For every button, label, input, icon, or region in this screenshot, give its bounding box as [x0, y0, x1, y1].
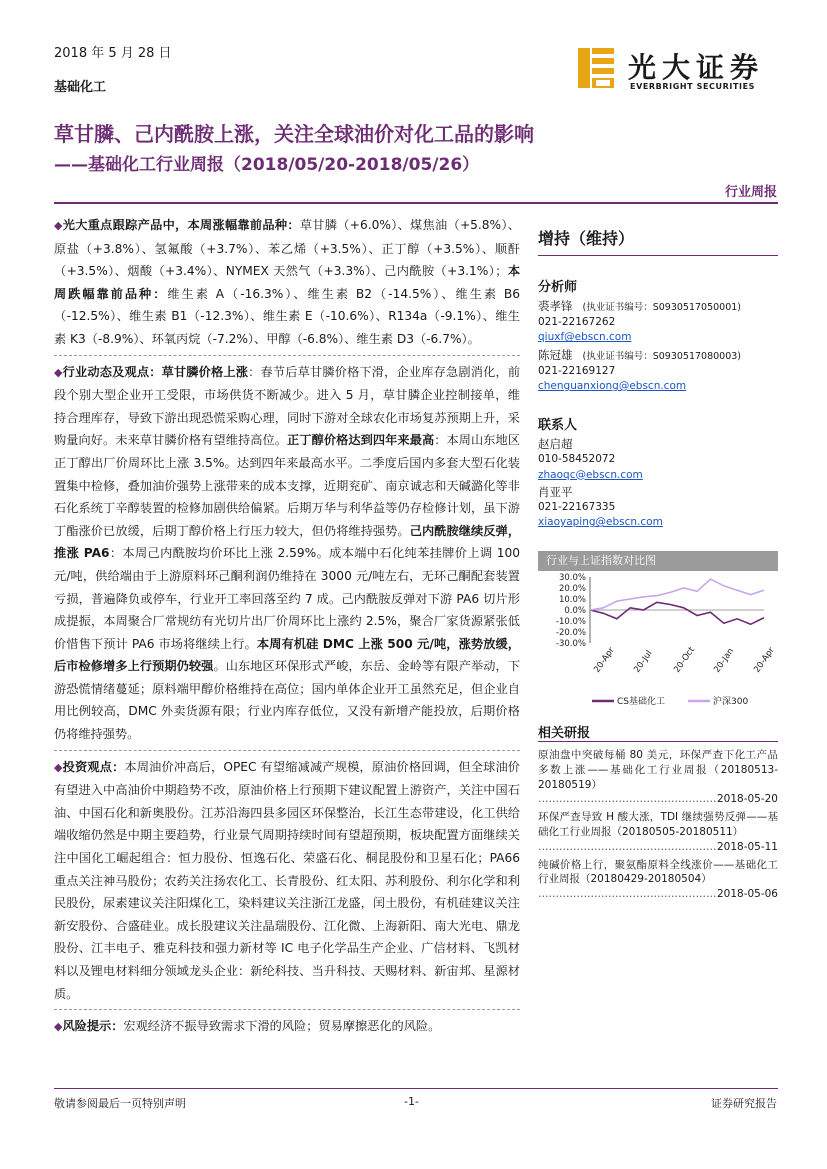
analyst-email-link[interactable]: qiuxf@ebscn.com: [538, 331, 632, 344]
diamond-bullet-icon: ◆: [54, 1020, 63, 1034]
paragraph-text: ：本周己内酰胺均价环比上涨 2.59%。成本端中石化纯苯挂牌价上调 100 元/吨，供给端由于上游原料环己酮利润仍维持在 3000 元/吨左右，无环己酮配套装置亏损，普遍降负或停车，行业开工率回落至约 7 成。己内酰胺反弹对下游 PA6 切片形成提振，本周聚合厂常规纺有光切片出厂价周环比上涨约 2.5%，聚合厂家货源紧张低价惜售下预计 PA6 市场将继续上行。: [54, 546, 520, 651]
leader-dots: ……………………………………………: [538, 793, 717, 806]
analyst-cert: (执业证书编号：S0930517050001): [582, 302, 742, 313]
contact-entry: [538, 485, 778, 531]
legend-label: 沪深300: [713, 697, 749, 707]
brand-logo: [576, 44, 776, 96]
related-report-item[interactable]: [538, 810, 778, 854]
analyst-phone: 021-22167262: [538, 316, 616, 329]
y-tick-label: 0.0%: [564, 606, 586, 616]
contact-email-link[interactable]: xiaoyaping@ebscn.com: [538, 516, 663, 529]
related-report-date: 2018-05-20: [716, 793, 778, 806]
contact-email-link[interactable]: zhaoqc@ebscn.com: [538, 468, 643, 481]
diamond-bullet-icon: ◆: [54, 219, 63, 232]
analyst-email-link[interactable]: chenguanxiong@ebscn.com: [538, 380, 687, 393]
related-divider: [538, 741, 778, 742]
report-type-label: 行业周报: [724, 185, 777, 200]
contact-phone: 021-22167335: [538, 501, 616, 514]
everbright-logo-icon: [576, 44, 618, 92]
footer-divider: [54, 1088, 778, 1089]
paragraph-lead: 本周有机硅 DMC 上涨 500 元/吨，涨势放缓，后市检修增多上行预期仍较强: [54, 636, 520, 674]
x-tick-label: 20-Apr: [592, 645, 617, 675]
index-comparison-chart: [538, 551, 778, 711]
paragraph-text: 维生素 A（-16.3%）、维生素 B2（-14.5%）、维生素 B6（-12.5%）、维生素 B1（-12.3%）、维生素 E（-10.6%）、R134a（-9.1%）、维生素 K3（-8.9%）、环氧丙烷（-7.2%）、甲醇（-6.8%）、维生素 D3（-6.7%）。: [54, 286, 521, 346]
header-divider: [54, 202, 778, 204]
risk-paragraph: [54, 1015, 520, 1039]
contact-name: 赵启超: [538, 437, 573, 452]
chart-title: 行业与上证指数对比图: [538, 551, 778, 571]
diamond-bullet-icon: ◆: [54, 760, 63, 774]
contact-heading: 联系人: [538, 418, 578, 434]
paragraph-lead: 本周跌幅靠前品种：: [54, 264, 520, 301]
y-tick-label: 10.0%: [558, 595, 586, 605]
y-tick-label: 30.0%: [558, 573, 586, 583]
analyst-phone: 021-22169127: [538, 364, 616, 377]
leader-dots: ……………………………………………: [538, 840, 717, 853]
related-research-heading: 相关研报: [538, 726, 591, 741]
industry-dynamics-paragraph: [54, 361, 520, 746]
related-report-title: 环保严查导致 H 酸大涨，TDI 继续强势反弹——基础化工行业周报（20180505-20180511）: [538, 811, 778, 838]
analyst-name: 裘孝锋: [538, 299, 573, 313]
analyst-entry: [538, 348, 778, 395]
key-products-paragraph: [54, 214, 520, 351]
related-research-list: [538, 748, 778, 905]
y-tick-label: -30.0%: [555, 639, 586, 649]
paragraph-lead: 正丁醇价格达到四年来最高: [287, 433, 435, 448]
report-title: 草甘膦、己内酰胺上涨，关注全球油价对化工品的影响: [54, 122, 534, 146]
x-tick-label: 20-Jan: [712, 646, 737, 675]
related-report-title: 纯碱价格上行，聚氨酯原料全线涨价——基础化工行业周报（20180429-20180504）: [538, 858, 778, 886]
paragraph-text: ：春节后草甘膦价格下滑，企业库存急剧消化，前段个别大型企业开工受限，市场供货不断减少。进入 5 月，草甘膦企业控制接单，维持合理库存，导致下游出现恐慌采购心理，同时下游对全球农化市场复苏预期上升，采购量向好。未来草甘膦价格有望维持高位。: [54, 364, 521, 448]
y-tick-label: -10.0%: [555, 617, 586, 627]
main-column: [54, 214, 520, 1043]
investment-rating: 增持（维持）: [538, 229, 635, 248]
y-tick-label: -20.0%: [555, 628, 586, 638]
x-tick-label: 20-Oct: [672, 645, 697, 675]
analyst-heading: 分析师: [538, 280, 578, 295]
disclaimer-note: 敬请参阅最后一页特别声明: [54, 1097, 186, 1110]
leader-dots: ……………………………………………: [538, 888, 717, 901]
contact-list: [538, 437, 778, 530]
paragraph-lead: 风险提示：: [62, 1019, 124, 1034]
dashed-divider: [54, 1009, 520, 1010]
dashed-divider: [54, 750, 520, 751]
logo-chinese-name: 光大证券: [628, 51, 765, 84]
paragraph-text: 草甘膦（+6.0%）、煤焦油（+5.8%）、原盐（+3.8%）、氢氟酸（+3.7%）、苯乙烯（+3.5%）、正丁醇（+3.5%）、顺酐（+3.5%）、烟酸（+3.4%）、NYMEX 天然气（+3.3%）、己内酰胺（+3.1%）；: [54, 218, 520, 279]
analyst-list: [538, 299, 778, 394]
paragraph-text: ：本周山东地区正丁醇出厂价周环比上涨 3.5%。达到四年来最高水平。二季度后国内多套大型石化装置集中检修，叠加油价强势上涨带来的成本支撑，近期兖矿、南京诚志和天碱潞化等非石化系统丁辛醇装置的检修加剧供给偏紧。后期万华与利华益等仍存检修计划，虽下游丁酯涨价已放缓，后期丁醇价格上行压力较大，但仍将维持强势。: [54, 433, 521, 538]
contact-phone: 010-58452072: [538, 453, 616, 466]
paragraph-lead: 行业动态及观点：草甘膦价格上涨: [62, 364, 249, 379]
related-report-date: 2018-05-11: [716, 840, 778, 853]
related-report-title: 原油盘中突破每桶 80 美元，环保严查下化工产品多数上涨——基础化工行业周报（20180513-20180519）: [538, 749, 778, 791]
related-report-item[interactable]: [538, 748, 778, 807]
paragraph-lead: 投资观点：: [62, 759, 125, 774]
investment-view-paragraph: [54, 756, 520, 1006]
y-tick-label: 20.0%: [558, 584, 586, 594]
sector-label: 基础化工: [54, 80, 107, 95]
page-number: -1-: [404, 1095, 419, 1108]
logo-english-name: EVERBRIGHT SECURITIES: [630, 82, 756, 91]
diamond-bullet-icon: ◆: [54, 365, 63, 379]
paragraph-text: 。山东地区环保形式严峻，东岳、金岭等有限产举动，下游恐慌情绪蔓延；原料端甲醇价格维持在高位；国内单体企业开工虽然充足，但企业自用比例较高，DMC 外卖货源有限；行业内库存低位，又没有新增产能投放，后期价格仍将维持强势。: [54, 659, 521, 742]
paragraph-lead: 己内酰胺继续反弹，推涨 PA6: [54, 523, 521, 561]
analyst-cert: (执业证书编号：S0930517080003): [582, 350, 742, 362]
contact-name: 肖亚平: [538, 484, 573, 499]
chart-canvas: [538, 571, 778, 711]
rating-divider: [538, 255, 778, 256]
legend-label: CS基础化工: [617, 697, 665, 707]
related-report-date: 2018-05-06: [716, 888, 778, 901]
paragraph-lead: 光大重点跟踪产品中，本周涨幅靠前品种：: [62, 218, 300, 232]
x-tick-label: 20-Apr: [752, 645, 777, 675]
analyst-entry: [538, 299, 778, 346]
contact-entry: [538, 437, 778, 483]
sidebar: [538, 214, 778, 530]
paragraph-text: 宏观经济不振导致需求下滑的风险；贸易摩擦恶化的风险。: [123, 1019, 441, 1034]
related-report-item[interactable]: [538, 858, 778, 902]
analyst-name: 陈冠雄: [538, 347, 573, 362]
dashed-divider: [54, 355, 520, 356]
report-category: 证券研究报告: [711, 1097, 777, 1110]
report-subtitle: ——基础化工行业周报（2018/05/20-2018/05/26）: [54, 155, 480, 175]
series-line: [590, 602, 764, 624]
report-date: 2018 年 5 月 28 日: [54, 46, 172, 61]
x-tick-label: 20-Jul: [632, 648, 655, 675]
paragraph-text: 本周油价冲高后，OPEC 有望缩减减产规模，原油价格回调，但全球油价有望进入中高油价中期趋势不改，原油价格上行预期下建议配置上游资产，关注中国石油、中国石化和新奥股份。江苏沿海四县多园区环保整治，长江生态带建设，化工供给端收缩仍然是中期主要趋势，行业景气周期持续时间有望超预期，板块配置方面继续关注中国化工崛起组合：恒力股份、恒逸石化、荣盛石化、桐昆股份和卫星石化；PA66 重点关注神马股份；农药关注扬农化工、长青股份、红太阳、苏利股份、利尔化学和利民股份，尿素建议关注阳煤化工，染料建议关注浙江龙盛，闰土股份，有机硅建议关注新安股份、合盛硅业。成长股建议关注晶瑞股份、江化微、上海新阳、南大光电、鼎龙股份、江丰电子、雅克科技和强力新材等 IC 电子化学品生产企业、广信材料、飞凯材料以及锂电材料细分领域龙头企业：新纶科技、当升科技、天赐材料、新宙邦、星源材质。: [54, 759, 520, 1001]
